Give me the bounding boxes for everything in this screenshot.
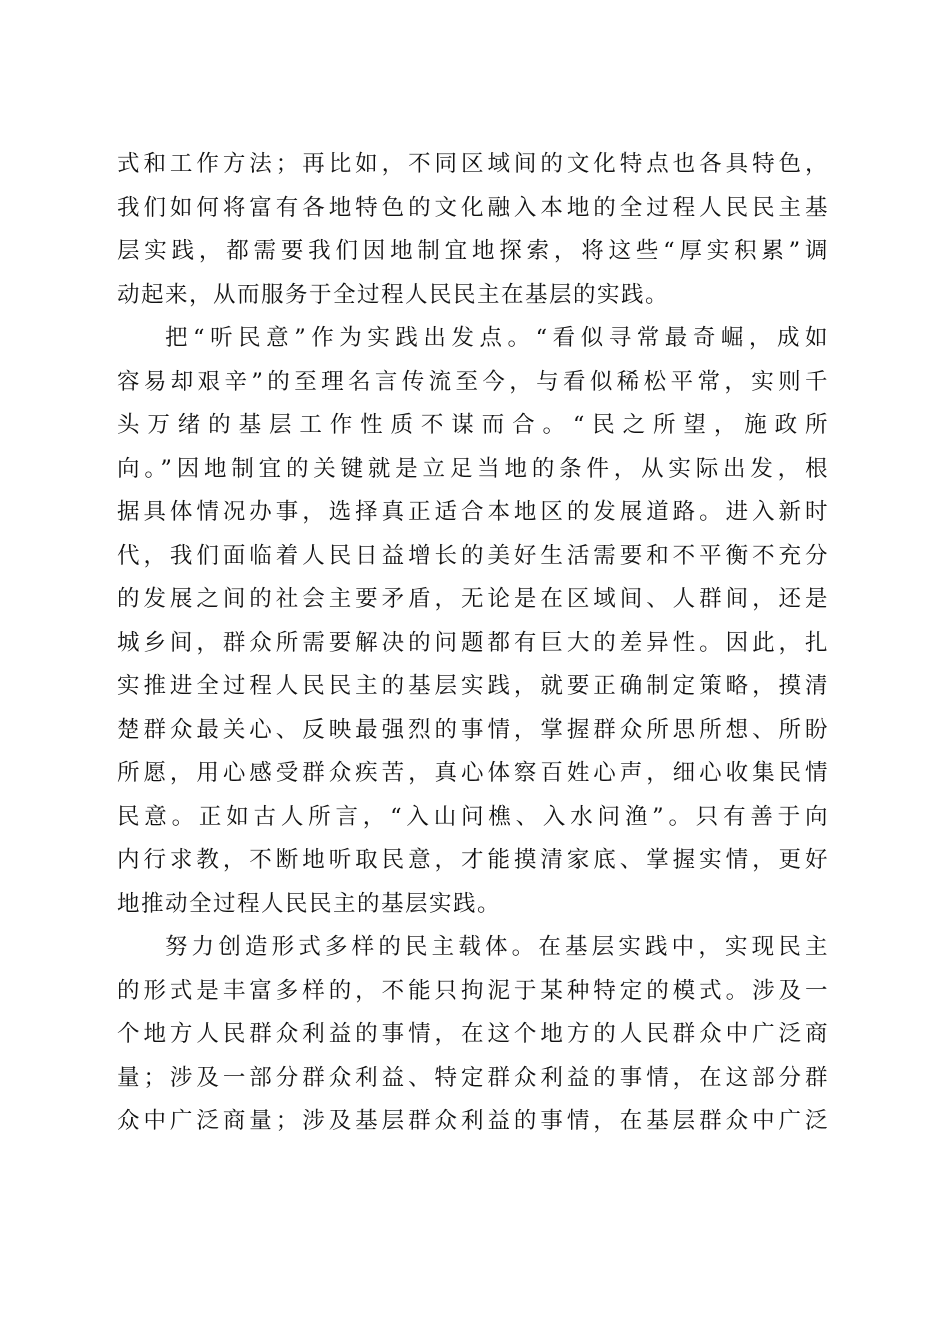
text-line: 头万绪的基层工作性质不谋而合。“民之所望，施政所 [117, 412, 829, 438]
text-line: 向。”因地制宜的关键就是立足当地的条件，从实际出发，根 [117, 455, 829, 482]
text-line: 众中广泛商量；涉及基层群众利益的事情，在基层群众中广泛 [117, 1108, 829, 1134]
text-line: 的形式是丰富多样的，不能只拘泥于某种特定的模式。涉及一 [117, 977, 829, 1004]
text-line: 民意。正如古人所言，“入山问樵、入水问渔”。只有善于向 [117, 803, 829, 830]
document-body [117, 143, 829, 1144]
text-line: 式和工作方法；再比如，不同区域间的文化特点也各具特色， [117, 151, 829, 177]
text-line: 的发展之间的社会主要矛盾，无论是在区域间、人群间，还是 [117, 586, 829, 612]
paragraph-3 [117, 926, 829, 1144]
text-line: 城乡间，群众所需要解决的问题都有巨大的差异性。因此，扎 [117, 629, 829, 656]
text-line: 努力创造形式多样的民主载体。在基层实践中，实现民主 [165, 934, 829, 960]
text-line: 容易却艰辛”的至理名言传流至今，与看似稀松平常，实则千 [117, 368, 829, 395]
text-line: 个地方人民群众利益的事情，在这个地方的人民群众中广泛商 [117, 1021, 829, 1047]
text-line: 我们如何将富有各地特色的文化融入本地的全过程人民民主基 [117, 194, 829, 221]
text-line: 动起来，从而服务于全过程人民民主在基层的实践。 [117, 281, 670, 308]
text-line: 实推进全过程人民民主的基层实践，就要正确制定策略，摸清 [117, 673, 829, 699]
text-line: 楚群众最关心、反映最强烈的事情，掌握群众所思所想、所盼 [117, 716, 829, 743]
text-line: 代，我们面临着人民日益增长的美好生活需要和不平衡不充分 [117, 542, 829, 569]
text-line: 据具体情况办事，选择真正适合本地区的发展道路。进入新时 [117, 499, 829, 525]
text-line: 量；涉及一部分群众利益、特定群众利益的事情，在这部分群 [117, 1064, 829, 1091]
paragraph-1 [117, 143, 829, 317]
text-line: 把“听民意”作为实践出发点。“看似寻常最奇崛，成如 [165, 325, 829, 351]
paragraph-2 [117, 317, 829, 926]
text-line: 内行求教，不断地听取民意，才能摸清家底、掌握实情，更好 [117, 847, 829, 873]
text-line: 地推动全过程人民民主的基层实践。 [117, 890, 502, 917]
text-line: 层实践，都需要我们因地制宜地探索，将这些“厚实积累”调 [117, 238, 829, 264]
text-line: 所愿，用心感受群众疾苦，真心体察百姓心声，细心收集民情 [117, 760, 829, 786]
